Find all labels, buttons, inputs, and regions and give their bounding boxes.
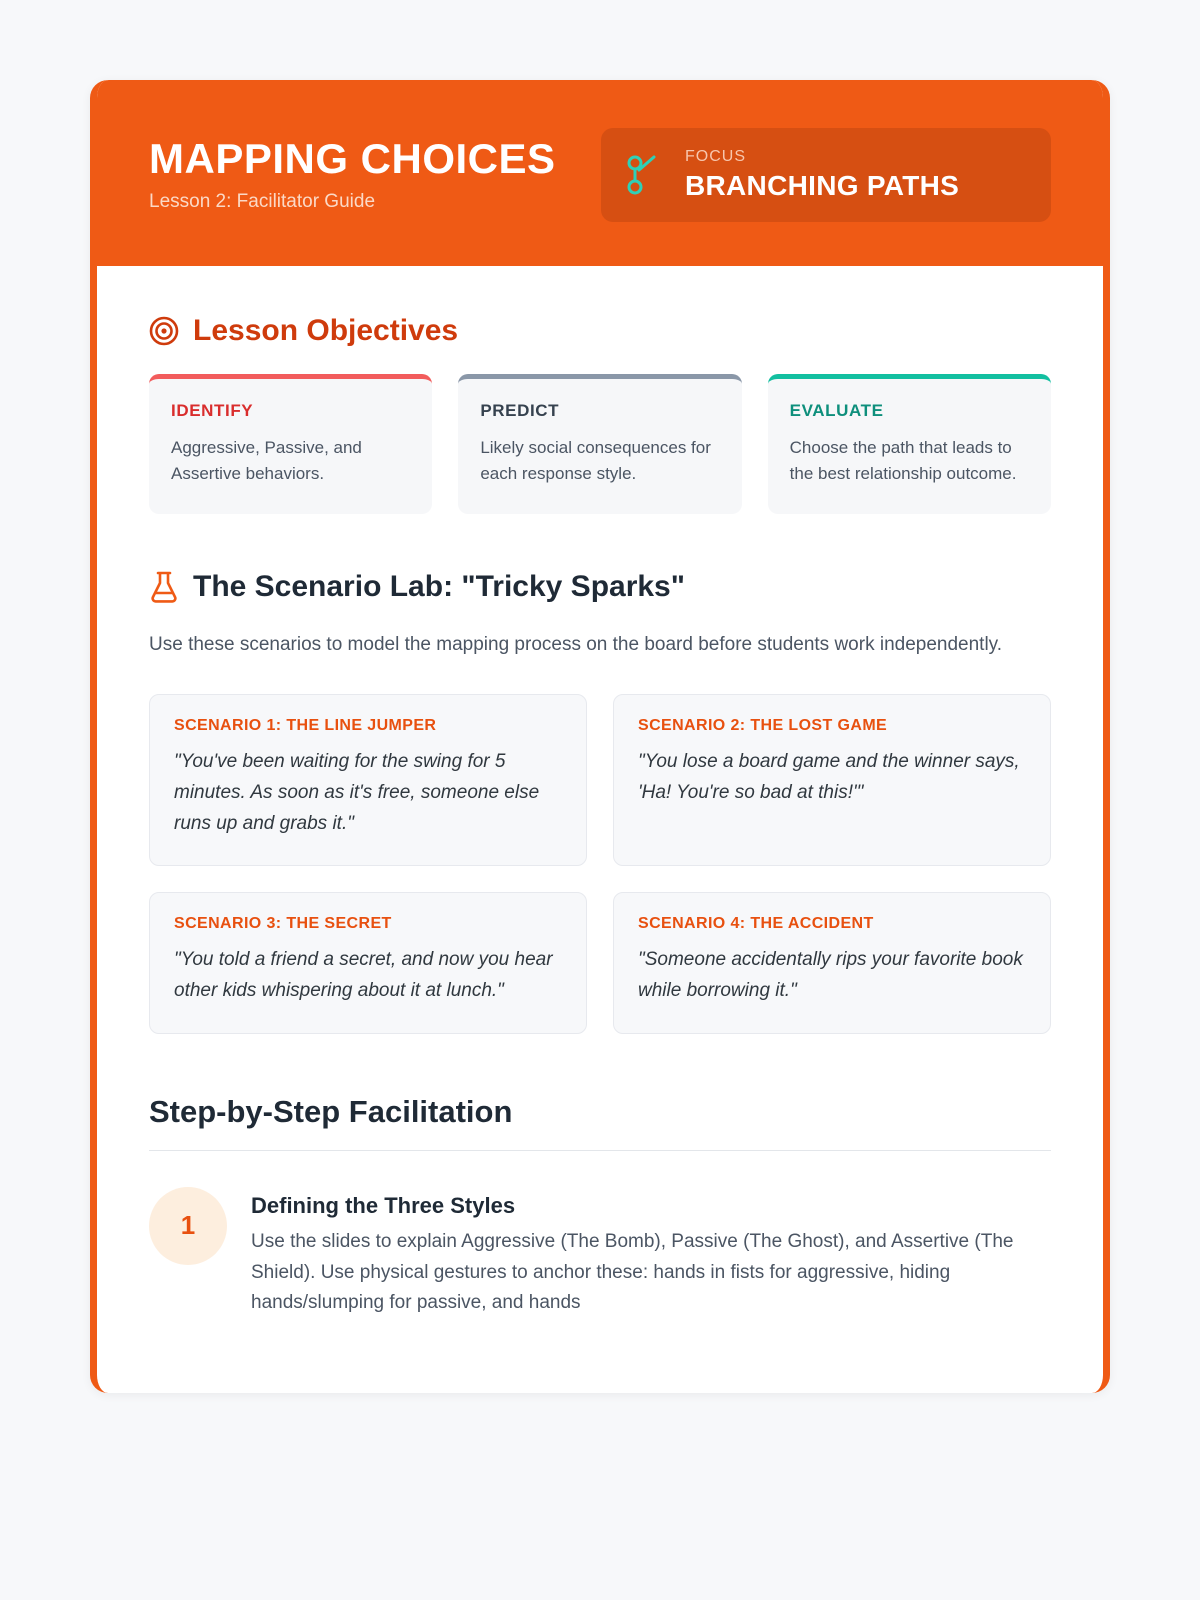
scenario-lab-heading [149,570,1051,604]
objective-title: EVALUATE [789,401,884,420]
scenario-text: "Someone accidentally rips your favorite book while borrowing it." [638,949,1023,1002]
facilitator-guide-page [90,80,1110,1393]
objectives-heading [149,314,1051,348]
page-subtitle: Lesson 2: Facilitator Guide [149,191,376,213]
scenario-card [613,892,1051,1034]
objective-title: IDENTIFY [171,401,254,420]
scenario-card [613,694,1051,866]
scenario-text: "You told a friend a secret, and now you hear other kids whispering about it at lunch." [174,949,553,1002]
step-text: Use the slides to explain Aggressive (The Bomb), Passive (The Ghost), and Assertive (The Shield). Use physical gestures to anchor these: hands in fists for aggressive, hiding hands/slumping for passive, and hands [251,1230,1014,1314]
page-title: MAPPING CHOICES [149,134,556,182]
scenario-card [149,694,587,866]
focus-text-block [685,148,959,202]
objective-title: PREDICT [480,401,560,420]
target-icon [149,316,179,346]
facilitation-step [149,1187,1051,1319]
scenario-label: SCENARIO 1: THE LINE JUMPER [174,717,437,735]
focus-value: BRANCHING PATHS [685,170,960,201]
scenario-text: "You've been waiting for the swing for 5 minutes. As soon as it's free, someone else runs up and grabs it." [174,751,540,834]
objectives-heading-text: Lesson Objectives [193,314,459,347]
step-number: 1 [149,1187,227,1265]
objectives-grid [149,374,1051,514]
scenario-label: SCENARIO 2: THE LOST GAME [638,717,888,735]
scenario-card [149,892,587,1034]
facilitation-divider [149,1150,1051,1151]
flask-icon [149,570,179,604]
scenario-text: "You lose a board game and the winner says, 'Ha! You're so bad at this!'" [638,751,1020,803]
objective-description: Likely social consequences for each response style. [480,438,711,484]
step-body [251,1187,1051,1319]
focus-label: FOCUS [685,148,746,165]
objective-card [768,374,1051,514]
focus-badge [601,128,1051,222]
scenario-lab-intro: Use these scenarios to model the mapping process on the board before students work independently. [149,633,1003,655]
scenario-label: SCENARIO 3: THE SECRET [174,915,392,933]
scenario-grid [149,694,1051,1034]
step-title: Defining the Three Styles [251,1192,516,1218]
objective-card [458,374,741,514]
objective-description: Aggressive, Passive, and Assertive behaviors. [171,438,362,484]
header-title-block [149,134,556,213]
branch-icon [623,151,667,199]
scenario-lab-heading-text: The Scenario Lab: "Tricky Sparks" [193,569,685,603]
objective-card [149,374,432,514]
scenario-label: SCENARIO 4: THE ACCIDENT [638,915,874,933]
page-body [97,266,1103,1393]
page-header [97,80,1103,266]
facilitation-heading: Step-by-Step Facilitation [149,1093,513,1129]
objective-description: Choose the path that leads to the best relationship outcome. [789,438,1017,484]
